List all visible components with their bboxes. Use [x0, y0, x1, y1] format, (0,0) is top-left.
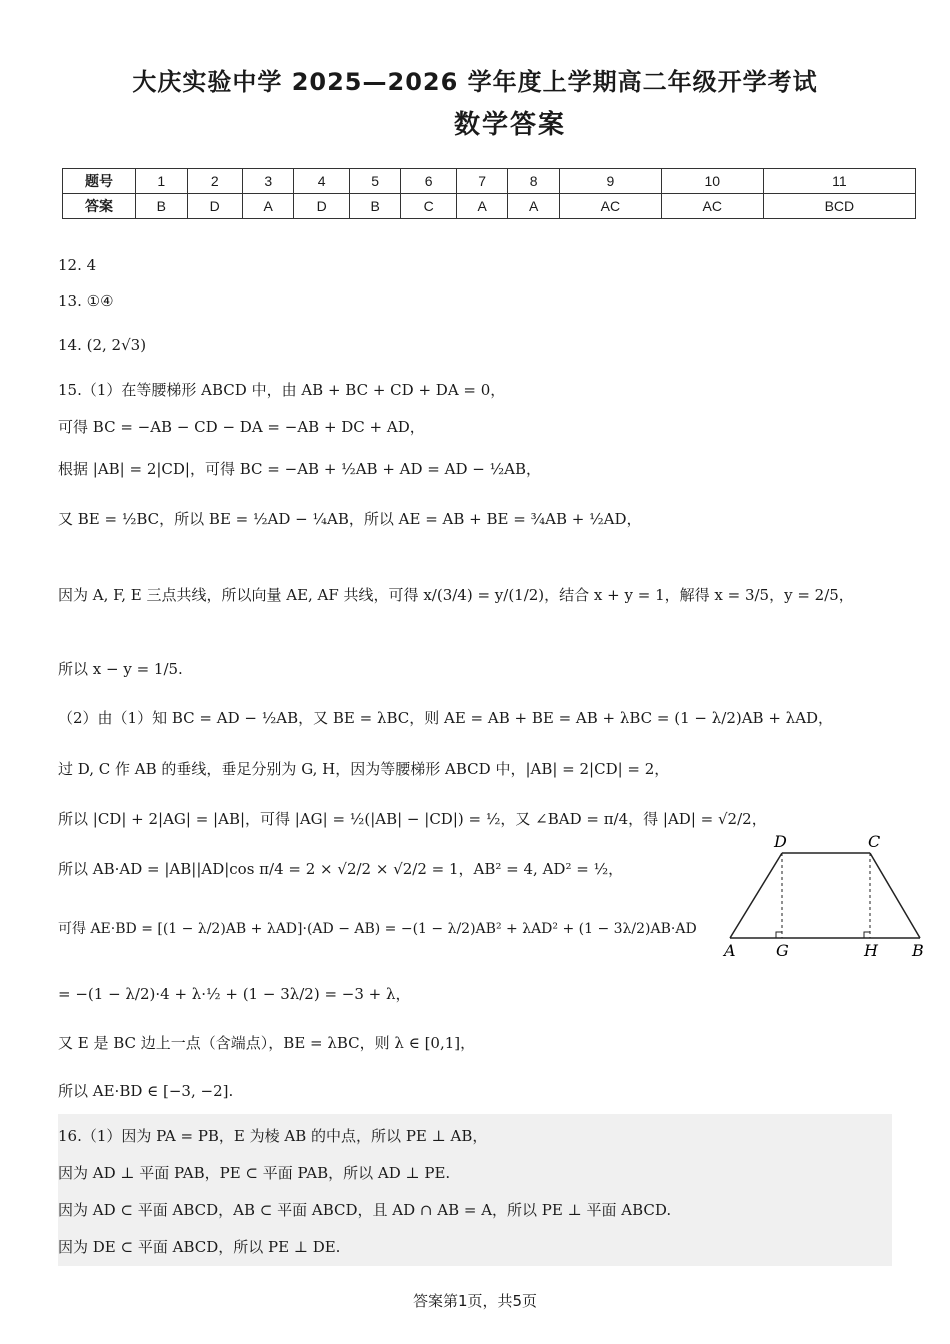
answer-cell: C [401, 194, 456, 219]
question-number-cell: 9 [559, 169, 661, 194]
answer-cell: A [242, 194, 294, 219]
solution-15-line-3: 根据 |AB| = 2|CD|，可得 BC = −AB + ½AB + AD = AD − ½AB， [58, 460, 541, 478]
right-angle-h [864, 932, 870, 938]
answer-table-number-row [63, 169, 916, 194]
answer-cell: B [349, 194, 401, 219]
solution-15-line-9: 所以 |CD| + 2|AG| = |AB|，可得 |AG| = ½(|AB| − |CD|) = ½，又 ∠BAD = π/4，得 |AD| = √2/2， [58, 810, 767, 828]
label-b: B [912, 941, 924, 960]
answer-cell: D [187, 194, 242, 219]
answer-14: 14. (2, 2√3) [58, 336, 147, 354]
solution-15-line-8: 过 D, C 作 AB 的垂线，垂足分别为 G, H，因为等腰梯形 ABCD 中，|AB| = 2|CD| = 2， [58, 760, 670, 778]
question-number-cell: 6 [401, 169, 456, 194]
solution-15-line-13: 又 E 是 BC 边上一点（含端点），BE = λBC，则 λ ∈ [0,1]， [58, 1034, 476, 1052]
label-g: G [776, 941, 789, 960]
question-number-cell: 8 [508, 169, 560, 194]
answer-table-answer-row [63, 194, 916, 219]
row-label-number: 题号 [63, 169, 136, 194]
trapezoid-figure [718, 830, 933, 965]
edge-ad [730, 853, 782, 938]
solution-16-line-3: 因为 AD ⊂ 平面 ABCD，AB ⊂ 平面 ABCD，且 AD ∩ AB = A，所以 PE ⊥ 平面 ABCD. [58, 1201, 672, 1219]
answer-12: 12. 4 [58, 256, 97, 274]
solution-16-line-2: 因为 AD ⊥ 平面 PAB，PE ⊂ 平面 PAB，所以 AD ⊥ PE. [58, 1164, 451, 1182]
solution-15-line-7: （2）由（1）知 BC = AD − ½AB，又 BE = λBC，则 AE = AB + BE = AB + λBC = (1 − λ/2)AB + λAD， [58, 709, 834, 727]
solution-15-line-1: 15.（1）在等腰梯形 ABCD 中，由 AB + BC + CD + DA = 0， [58, 381, 506, 399]
page-subtitle: 数学答案 [453, 110, 566, 140]
solution-15-line-2: 可得 BC = −AB − CD − DA = −AB + DC + AD， [58, 418, 425, 436]
answer-cell: D [294, 194, 349, 219]
answer-13: 13. ①④ [58, 292, 114, 310]
answer-cell: B [136, 194, 188, 219]
question-number-cell: 3 [242, 169, 294, 194]
question-number-cell: 5 [349, 169, 401, 194]
edge-cb [870, 853, 920, 938]
solution-15-line-11: 可得 AE·BD = [(1 − λ/2)AB + λAD]·(AD − AB) = −(1 − λ/2)AB² + λAD² + (1 − 3λ/2)AB·AD [58, 921, 697, 937]
solution-15-line-4: 又 BE = ½BC，所以 BE = ½AD − ¼AB，所以 AE = AB + BE = ¾AB + ½AD， [58, 510, 642, 528]
answer-cell: BCD [763, 194, 915, 219]
question-number-cell: 10 [661, 169, 763, 194]
question-number-cell: 7 [456, 169, 508, 194]
label-c: C [868, 832, 881, 851]
label-h: H [864, 941, 878, 960]
answer-cell: A [456, 194, 508, 219]
solution-15-line-12: = −(1 − λ/2)·4 + λ·½ + (1 − 3λ/2) = −3 + λ， [58, 985, 411, 1003]
page-footer: 答案第1页，共5页 [412, 1292, 538, 1310]
question-number-cell: 11 [763, 169, 915, 194]
answer-cell: AC [661, 194, 763, 219]
solution-15-line-10: 所以 AB·AD = |AB||AD|cos π/4 = 2 × √2/2 × √2/2 = 1，AB² = 4, AD² = ½， [58, 860, 624, 878]
page-title: 大庆实验中学 2025—2026 学年度上学期高二年级开学考试 [132, 68, 818, 96]
solution-15-line-5: 因为 A, F, E 三点共线，所以向量 AE, AF 共线，可得 x/(3/4) = y/(1/2)，结合 x + y = 1，解得 x = 3/5，y = 2/5， [58, 586, 854, 604]
label-a: A [724, 941, 736, 960]
answer-cell: AC [559, 194, 661, 219]
right-angle-g [776, 932, 782, 938]
label-d: D [774, 832, 787, 851]
row-label-answer: 答案 [63, 194, 136, 219]
solution-16-line-1: 16.（1）因为 PA = PB，E 为棱 AB 的中点，所以 PE ⊥ AB， [58, 1127, 488, 1145]
solution-15-line-14: 所以 AE·BD ∈ [−3, −2]. [58, 1082, 234, 1100]
solution-15-line-6: 所以 x − y = 1/5. [58, 660, 183, 678]
question-number-cell: 1 [136, 169, 188, 194]
solution-16-line-4: 因为 DE ⊂ 平面 ABCD，所以 PE ⊥ DE. [58, 1238, 341, 1256]
question-number-cell: 4 [294, 169, 349, 194]
answer-table [62, 168, 916, 219]
question-number-cell: 2 [187, 169, 242, 194]
answer-cell: A [508, 194, 560, 219]
